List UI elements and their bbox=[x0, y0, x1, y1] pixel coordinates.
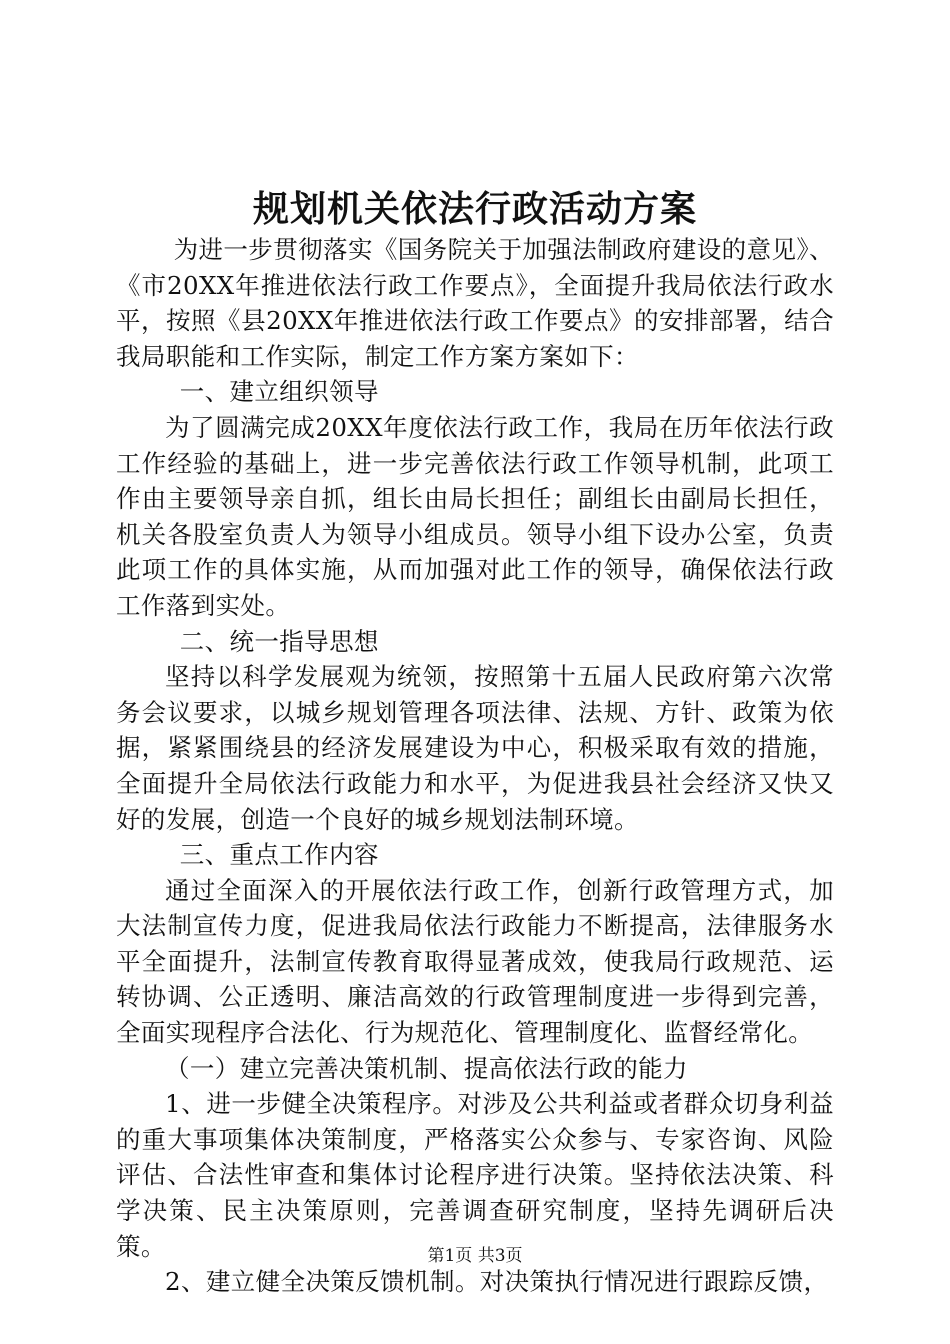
section-heading-2: 二、统一指导思想 bbox=[179, 626, 379, 656]
section-heading-3: 三、重点工作内容 bbox=[179, 840, 379, 870]
section-paragraph-3: 通过全面深入的开展依法行政工作，创新行政管理方式，加大法制宣传力度，促进我局依法行政能力不断提高，法律服务水平全面提升，法制宣传教育取得显著成效，使我局行政规范、运转协调、公正透明、廉洁高效的行政管理制度进一步得到完善，全面实现程序合法化、行为规范化、管理制度化、监督经常化。 bbox=[116, 875, 834, 1048]
item-paragraph-1: 1、进一步健全决策程序。对涉及公共利益或者群众切身利益的重大事项集体决策制度，严格落实公众参与、专家咨询、风险评估、合法性审查和集体讨论程序进行决策。坚持依法决策、科学决策、民主决策原则，完善调查研究制度，坚持先调研后决策。 bbox=[116, 1089, 834, 1261]
subsection-heading-1: （一）建立完善决策机制、提高依法行政的能力 bbox=[165, 1053, 688, 1083]
section-paragraph-2: 坚持以科学发展观为统领，按照第十五届人民政府第六次常务会议要求，以城乡规划管理各项法律、法规、方针、政策为依据，紧紧围绕县的经济发展建设为中心，积极采取有效的措施，全面提升全局依法行政能力和水平，为促进我县社会经济又快又好的发展，创造一个良好的城乡规划法制环境。 bbox=[116, 662, 834, 834]
document-title: 规划机关依法行政活动方案 bbox=[252, 188, 697, 230]
intro-paragraph: 为进一步贯彻落实《国务院关于加强法制政府建设的意见》、《市20XX年推进依法行政工作要点》，全面提升我局依法行政水平，按照《县20XX年推进依法行政工作要点》的安排部署，结合我局职能和工作实际，制定工作方案方案如下： bbox=[116, 235, 834, 371]
document-body bbox=[116, 232, 834, 1300]
page-number-footer: 第1页 共3页 bbox=[427, 1246, 523, 1266]
section-paragraph-1: 为了圆满完成20XX年度依法行政工作，我局在历年依法行政工作经验的基础上，进一步完善依法行政工作领导机制，此项工作由主要领导亲自抓，组长由局长担任；副组长由副局长担任，机关各股室负责人为领导小组成员。领导小组下设办公室，负责此项工作的具体实施，从而加强对此工作的领导，确保依法行政工作落到实处。 bbox=[116, 412, 834, 620]
section-heading-1: 一、建立组织领导 bbox=[179, 377, 379, 407]
item-paragraph-2: 2、建立健全决策反馈机制。对决策执行情况进行跟踪反馈， bbox=[165, 1267, 829, 1297]
